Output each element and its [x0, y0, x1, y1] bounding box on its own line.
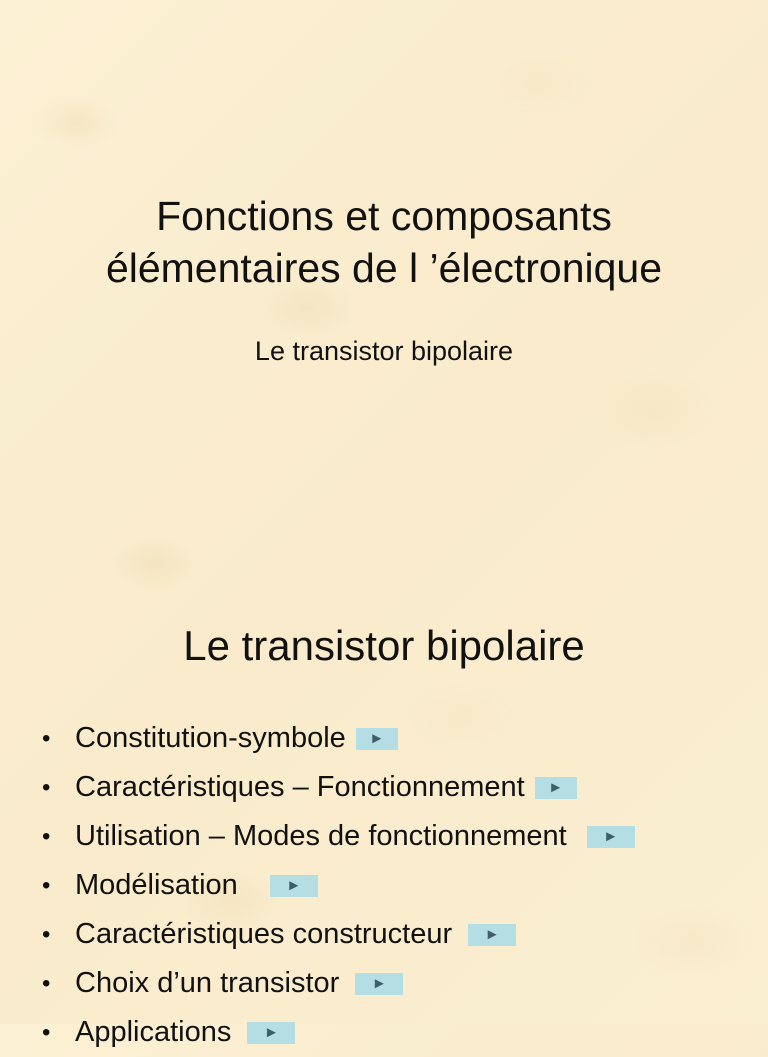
play-arrow-button[interactable]: ► — [468, 924, 516, 946]
bullet-icon: • — [42, 969, 51, 997]
list-item-caracteristiques — [42, 763, 635, 812]
bullet-icon: • — [42, 773, 51, 801]
bullet-icon: • — [42, 920, 51, 948]
play-arrow-button[interactable]: ► — [247, 1022, 295, 1044]
list-item-label: Constitution-symbole — [75, 722, 346, 754]
list-item-constitution — [42, 714, 635, 763]
list-item-label: Caractéristiques constructeur — [75, 918, 453, 950]
presentation-subtitle: Le transistor bipolaire — [254, 336, 514, 366]
list-item-label: Caractéristiques – Fonctionnement — [75, 771, 525, 803]
list-item-choix — [42, 959, 635, 1008]
bullet-icon: • — [42, 724, 51, 752]
list-item-applications — [42, 1008, 635, 1057]
list-item-label: Modélisation — [75, 869, 238, 901]
bullet-icon: • — [42, 871, 51, 899]
list-item-label: Choix d’un transistor — [75, 967, 340, 999]
play-arrow-button[interactable]: ► — [355, 973, 403, 995]
presentation-title — [0, 190, 768, 294]
list-item-modelisation — [42, 861, 635, 910]
bullet-icon: • — [42, 822, 51, 850]
play-arrow-button[interactable]: ► — [587, 826, 635, 848]
play-arrow-button[interactable]: ► — [270, 875, 318, 897]
list-item-label: Applications — [75, 1016, 232, 1048]
contents-slide — [0, 576, 768, 1048]
title-line-2: élémentaires de l ’électronique — [105, 245, 663, 291]
list-item-utilisation — [42, 812, 635, 861]
contents-title: Le transistor bipolaire — [183, 622, 585, 669]
bullet-icon: • — [42, 1018, 51, 1046]
title-line-1: Fonctions et composants — [156, 193, 612, 239]
play-arrow-button[interactable]: ► — [535, 777, 577, 799]
list-item-constructeur — [42, 910, 635, 959]
contents-list — [42, 714, 635, 1057]
list-item-label: Utilisation – Modes de fonctionnement — [75, 820, 567, 852]
play-arrow-button[interactable]: ► — [356, 728, 398, 750]
